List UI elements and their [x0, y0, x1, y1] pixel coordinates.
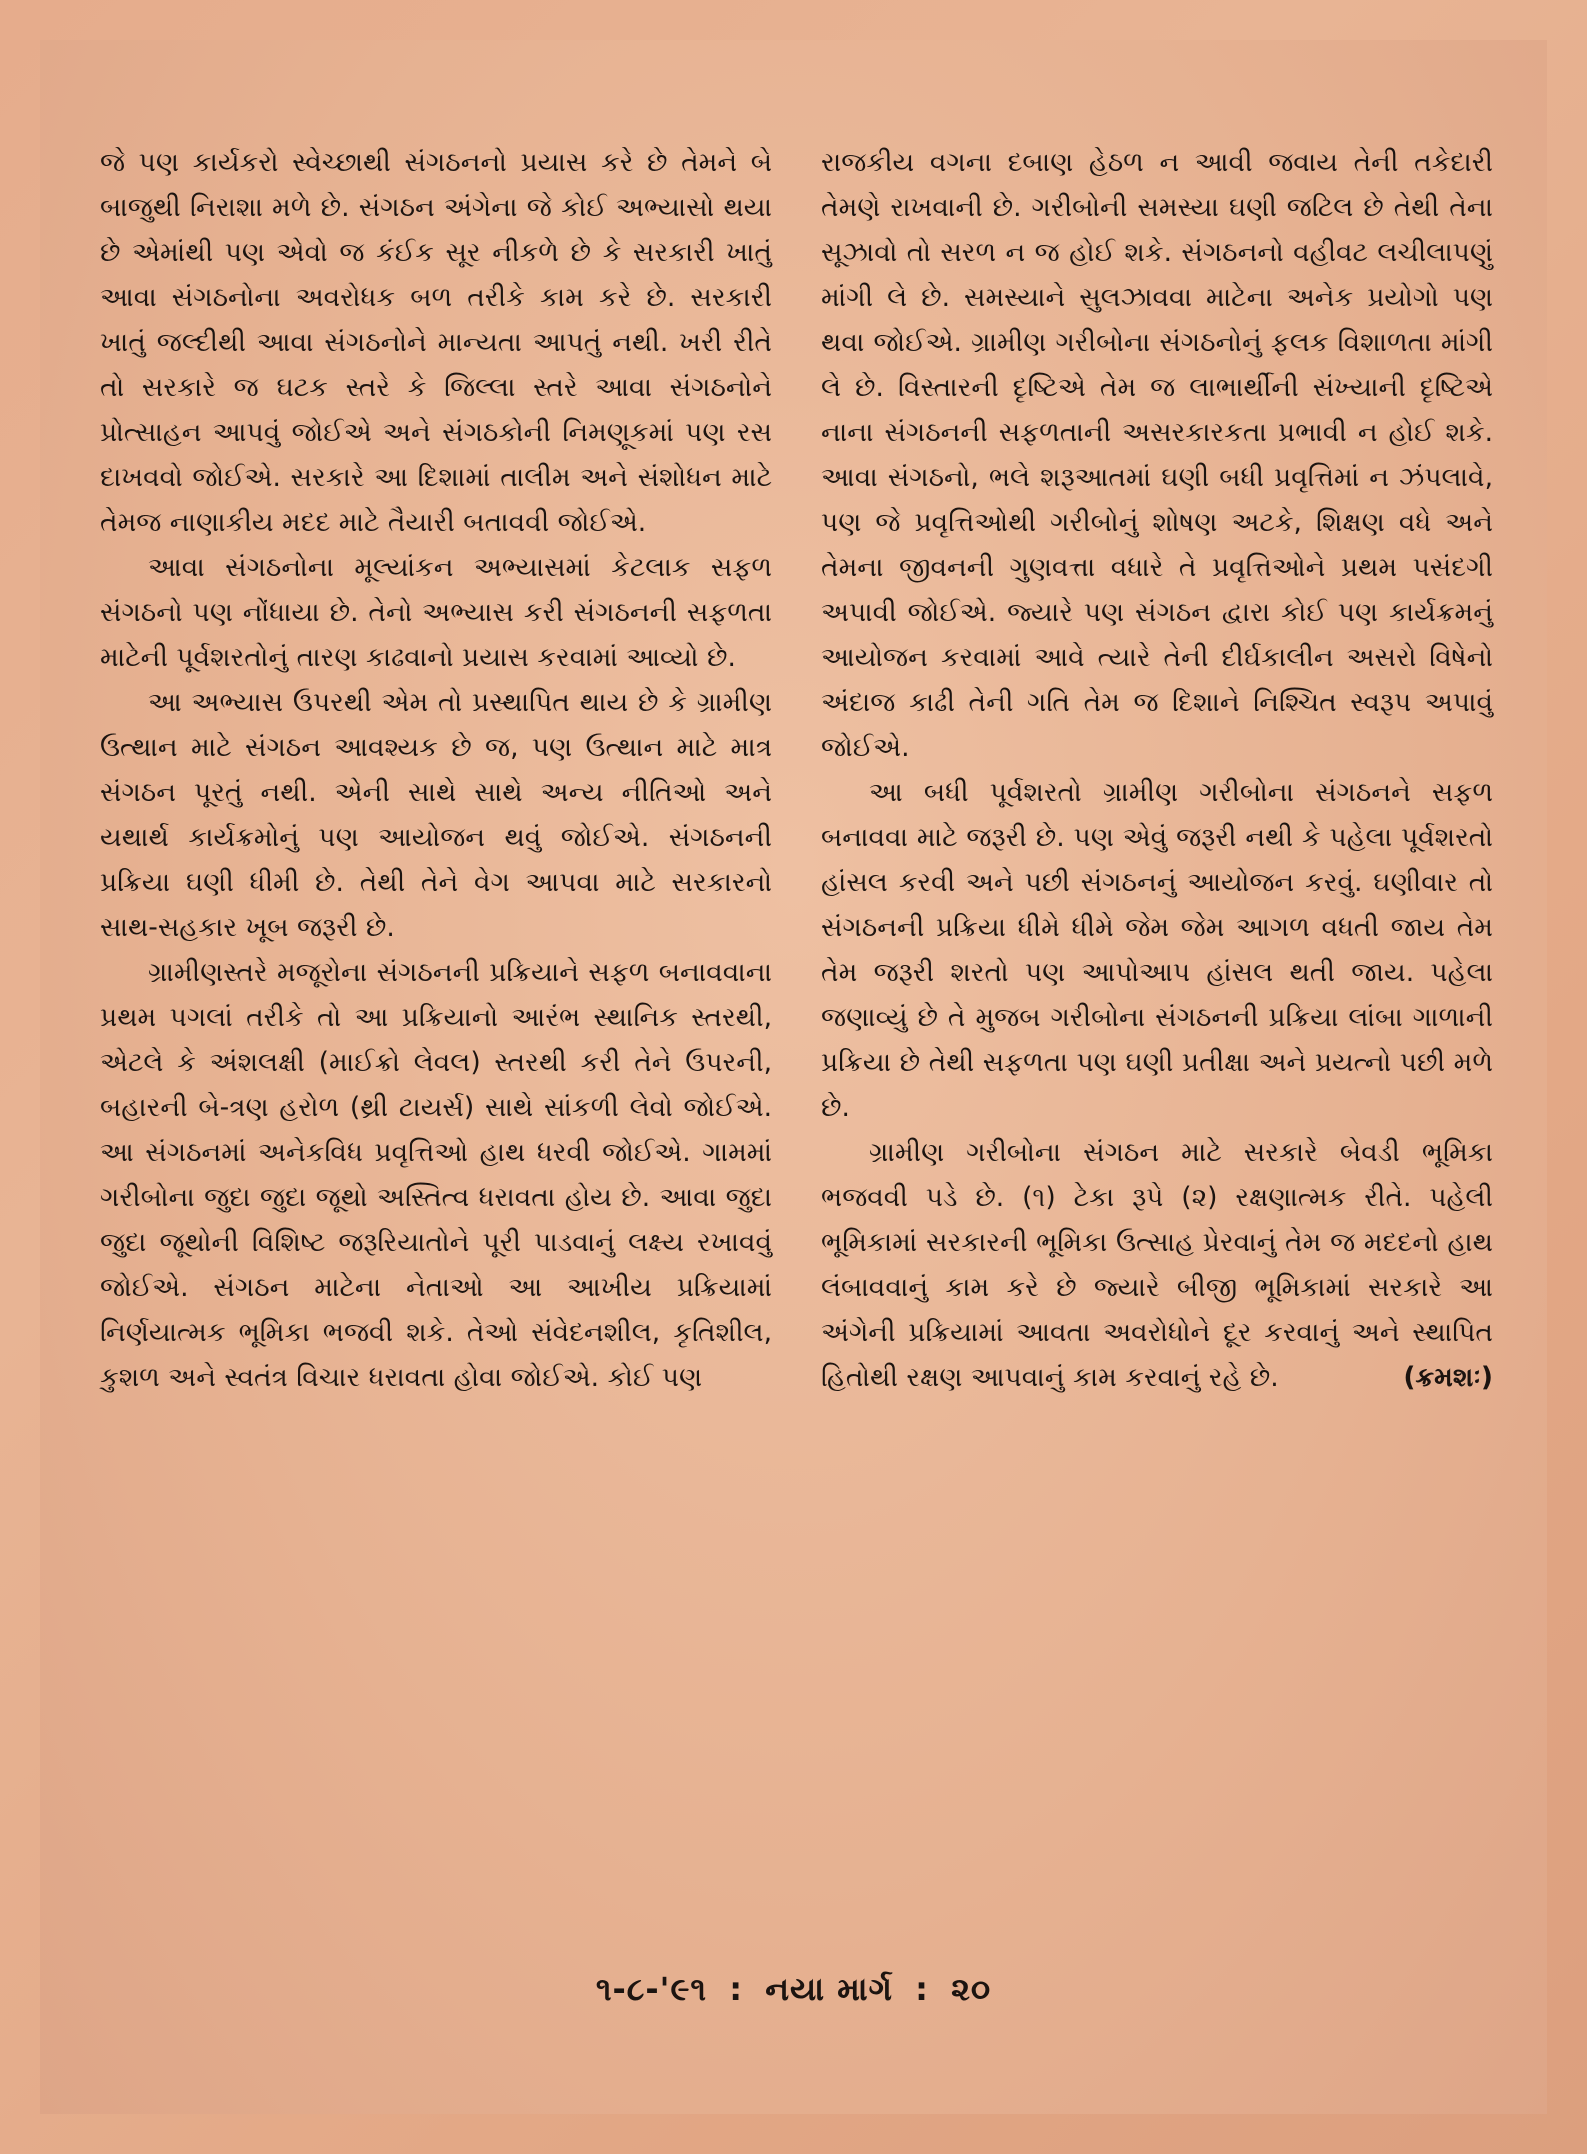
- right-column: [821, 140, 1493, 1400]
- page-number: ૨૦: [951, 1970, 992, 2008]
- paragraph: જે પણ કાર્યકરો સ્વેચ્છાથી સંગઠનનો પ્રયાસ કરે છે તેમને બે બાજુથી નિરાશા મળે છે. સંગઠન અંગેના જે કોઈ અભ્યાસો થયા છે એમાંથી પણ એવો જ કંઈક સૂર નીકળે છે કે સરકારી ખાતું આવા સંગઠનોના અવરોધક બળ તરીકે કામ કરે છે. સરકારી ખાતું જલ્દીથી આવા સંગઠનોને માન્યતા આપતું નથી. ખરી રીતે તો સરકારે જ ઘટક સ્તરે કે જિલ્લા સ્તરે આવા સંગઠનોને પ્રોત્સાહન આપવું જોઈએ અને સંગઠકોની નિમણૂકમાં પણ રસ દાખવવો જોઈએ. સરકારે આ દિશામાં તાલીમ અને સંશોધન માટે તેમજ નાણાકીય મદદ માટે તૈયારી બતાવવી જોઈએ.: [100, 147, 772, 538]
- paragraph: ગ્રામીણસ્તરે મજૂરોના સંગઠનની પ્રક્રિયાને સફળ બનાવવાના પ્રથમ પગલાં તરીકે તો આ પ્રક્રિયાનો આરંભ સ્થાનિક સ્તરથી, એટલે કે અંશલક્ષી (માઈક્રો લેવલ) સ્તરથી કરી તેને ઉપરની, બહારની બે-ત્રણ હરોળ (થ્રી ટાયર્સ) સાથે સાંકળી લેવો જોઈએ. આ સંગઠનમાં અનેકવિધ પ્રવૃત્તિઓ હાથ ધરવી જોઈએ. ગામમાં ગરીબોના જુદા જુદા જૂથો અસ્તિત્વ ધરાવતા હોય છે. આવા જુદા જુદા જૂથોની વિશિષ્ટ જરૂરિયાતોને પૂરી પાડવાનું લક્ષ્ય રખાવવું જોઈએ. સંગઠન માટેના નેતાઓ આ આખીય પ્રક્રિયામાં નિર્ણયાત્મક ભૂમિકા ભજવી શકે. તેઓ સંવેદનશીલ, કૃતિશીલ, કુશળ અને સ્વતંત્ર વિચાર ધરાવતા હોવા જોઈએ. કોઈ પણ: [100, 957, 772, 1393]
- paragraph: ગ્રામીણ ગરીબોના સંગઠન માટે સરકારે બેવડી ભૂમિકા ભજવવી પડે છે. (૧) ટેકા રૂપે (૨) રક્ષણાત્મક રીતે. પહેલી ભૂમિકામાં સરકારની ભૂમિકા ઉત્સાહ પ્રેરવાનું તેમ જ મદદનો હાથ લંબાવવાનું કામ કરે છે જ્યારે બીજી ભૂમિકામાં સરકારે આ અંગેની પ્રક્રિયામાં આવતા અવરોધોને દૂર કરવાનું અને સ્થાપિત હિતોથી રક્ષણ આપવાનું કામ કરવાનું રહે છે.: [821, 1137, 1493, 1393]
- magazine-page: [40, 40, 1547, 2114]
- paragraph: આ બધી પૂર્વશરતો ગ્રામીણ ગરીબોના સંગઠનને સફળ બનાવવા માટે જરૂરી છે. પણ એવું જરૂરી નથી કે પહેલા પૂર્વશરતો હાંસલ કરવી અને પછી સંગઠનનું આયોજન કરવું. ઘણીવાર તો સંગઠનની પ્રક્રિયા ધીમે ધીમે જેમ જેમ આગળ વધતી જાય તેમ તેમ જરૂરી શરતો પણ આપોઆપ હાંસલ થતી જાય. પહેલા જણાવ્યું છે તે મુજબ ગરીબોના સંગઠનની પ્રક્રિયા લાંબા ગાળાની પ્રક્રિયા છે તેથી સફળતા પણ ઘણી પ્રતીક્ષા અને પ્રયત્નો પછી મળે છે.: [821, 777, 1493, 1123]
- paragraph: રાજકીય વગના દબાણ હેઠળ ન આવી જવાય તેની તકેદારી તેમણે રાખવાની છે. ગરીબોની સમસ્યા ઘણી જટિલ છે તેથી તેના સૂઝાવો તો સરળ ન જ હોઈ શકે. સંગઠનનો વહીવટ લચીલાપણું માંગી લે છે. સમસ્યાને સુલઝાવવા માટેના અનેક પ્રયોગો પણ થવા જોઈએ. ગ્રામીણ ગરીબોના સંગઠનોનું ફલક વિશાળતા માંગી લે છે. વિસ્તારની દૃષ્ટિએ તેમ જ લાભાર્થીની સંખ્યાની દૃષ્ટિએ નાના સંગઠનની સફળતાની અસરકારકતા પ્રભાવી ન હોઈ શકે. આવા સંગઠનો, ભલે શરૂઆતમાં ઘણી બધી પ્રવૃત્તિમાં ન ઝંપલાવે, પણ જે પ્રવૃત્તિઓથી ગરીબોનું શોષણ અટકે, શિક્ષણ વધે અને તેમના જીવનની ગુણવત્તા વધારે તે પ્રવૃત્તિઓને પ્રથમ પસંદગી અપાવી જોઈએ. જ્યારે પણ સંગઠન દ્વારા કોઈ પણ કાર્યક્રમનું આયોજન કરવામાં આવે ત્યારે તેની દીર્ઘકાલીન અસરો વિષેનો અંદાજ કાઢી તેની ગતિ તેમ જ દિશાને નિશ્ચિત સ્વરૂપ અપાવું જોઈએ.: [821, 147, 1493, 763]
- continued-mark: (ક્રમશઃ): [1403, 1362, 1493, 1393]
- paragraph: આવા સંગઠનોના મૂલ્યાંકન અભ્યાસમાં કેટલાક સફળ સંગઠનો પણ નોંધાયા છે. તેનો અભ્યાસ કરી સંગઠનની સફળતા માટેની પૂર્વશરતોનું તારણ કાઢવાનો પ્રયાસ કરવામાં આવ્યો છે.: [100, 552, 772, 673]
- paragraph: આ અભ્યાસ ઉપરથી એમ તો પ્રસ્થાપિત થાય છે કે ગ્રામીણ ઉત્થાન માટે સંગઠન આવશ્યક છે જ, પણ ઉત્થાન માટે માત્ર સંગઠન પૂરતું નથી. એની સાથે સાથે અન્ય નીતિઓ અને યથાર્થ કાર્યક્રમોનું પણ આયોજન થવું જોઈએ. સંગઠનની પ્રક્રિયા ઘણી ધીમી છે. તેથી તેને વેગ આપવા માટે સરકારનો સાથ-સહકાર ખૂબ જરૂરી છે.: [100, 687, 772, 943]
- issue-date: ૧-૮-'૯૧: [595, 1970, 708, 2008]
- footer-separator: :: [729, 1970, 744, 2008]
- left-column: [100, 140, 772, 1400]
- magazine-name: નયા માર્ગ: [765, 1970, 894, 2008]
- footer-separator: :: [915, 1970, 929, 2008]
- page-footer: [40, 1970, 1547, 2009]
